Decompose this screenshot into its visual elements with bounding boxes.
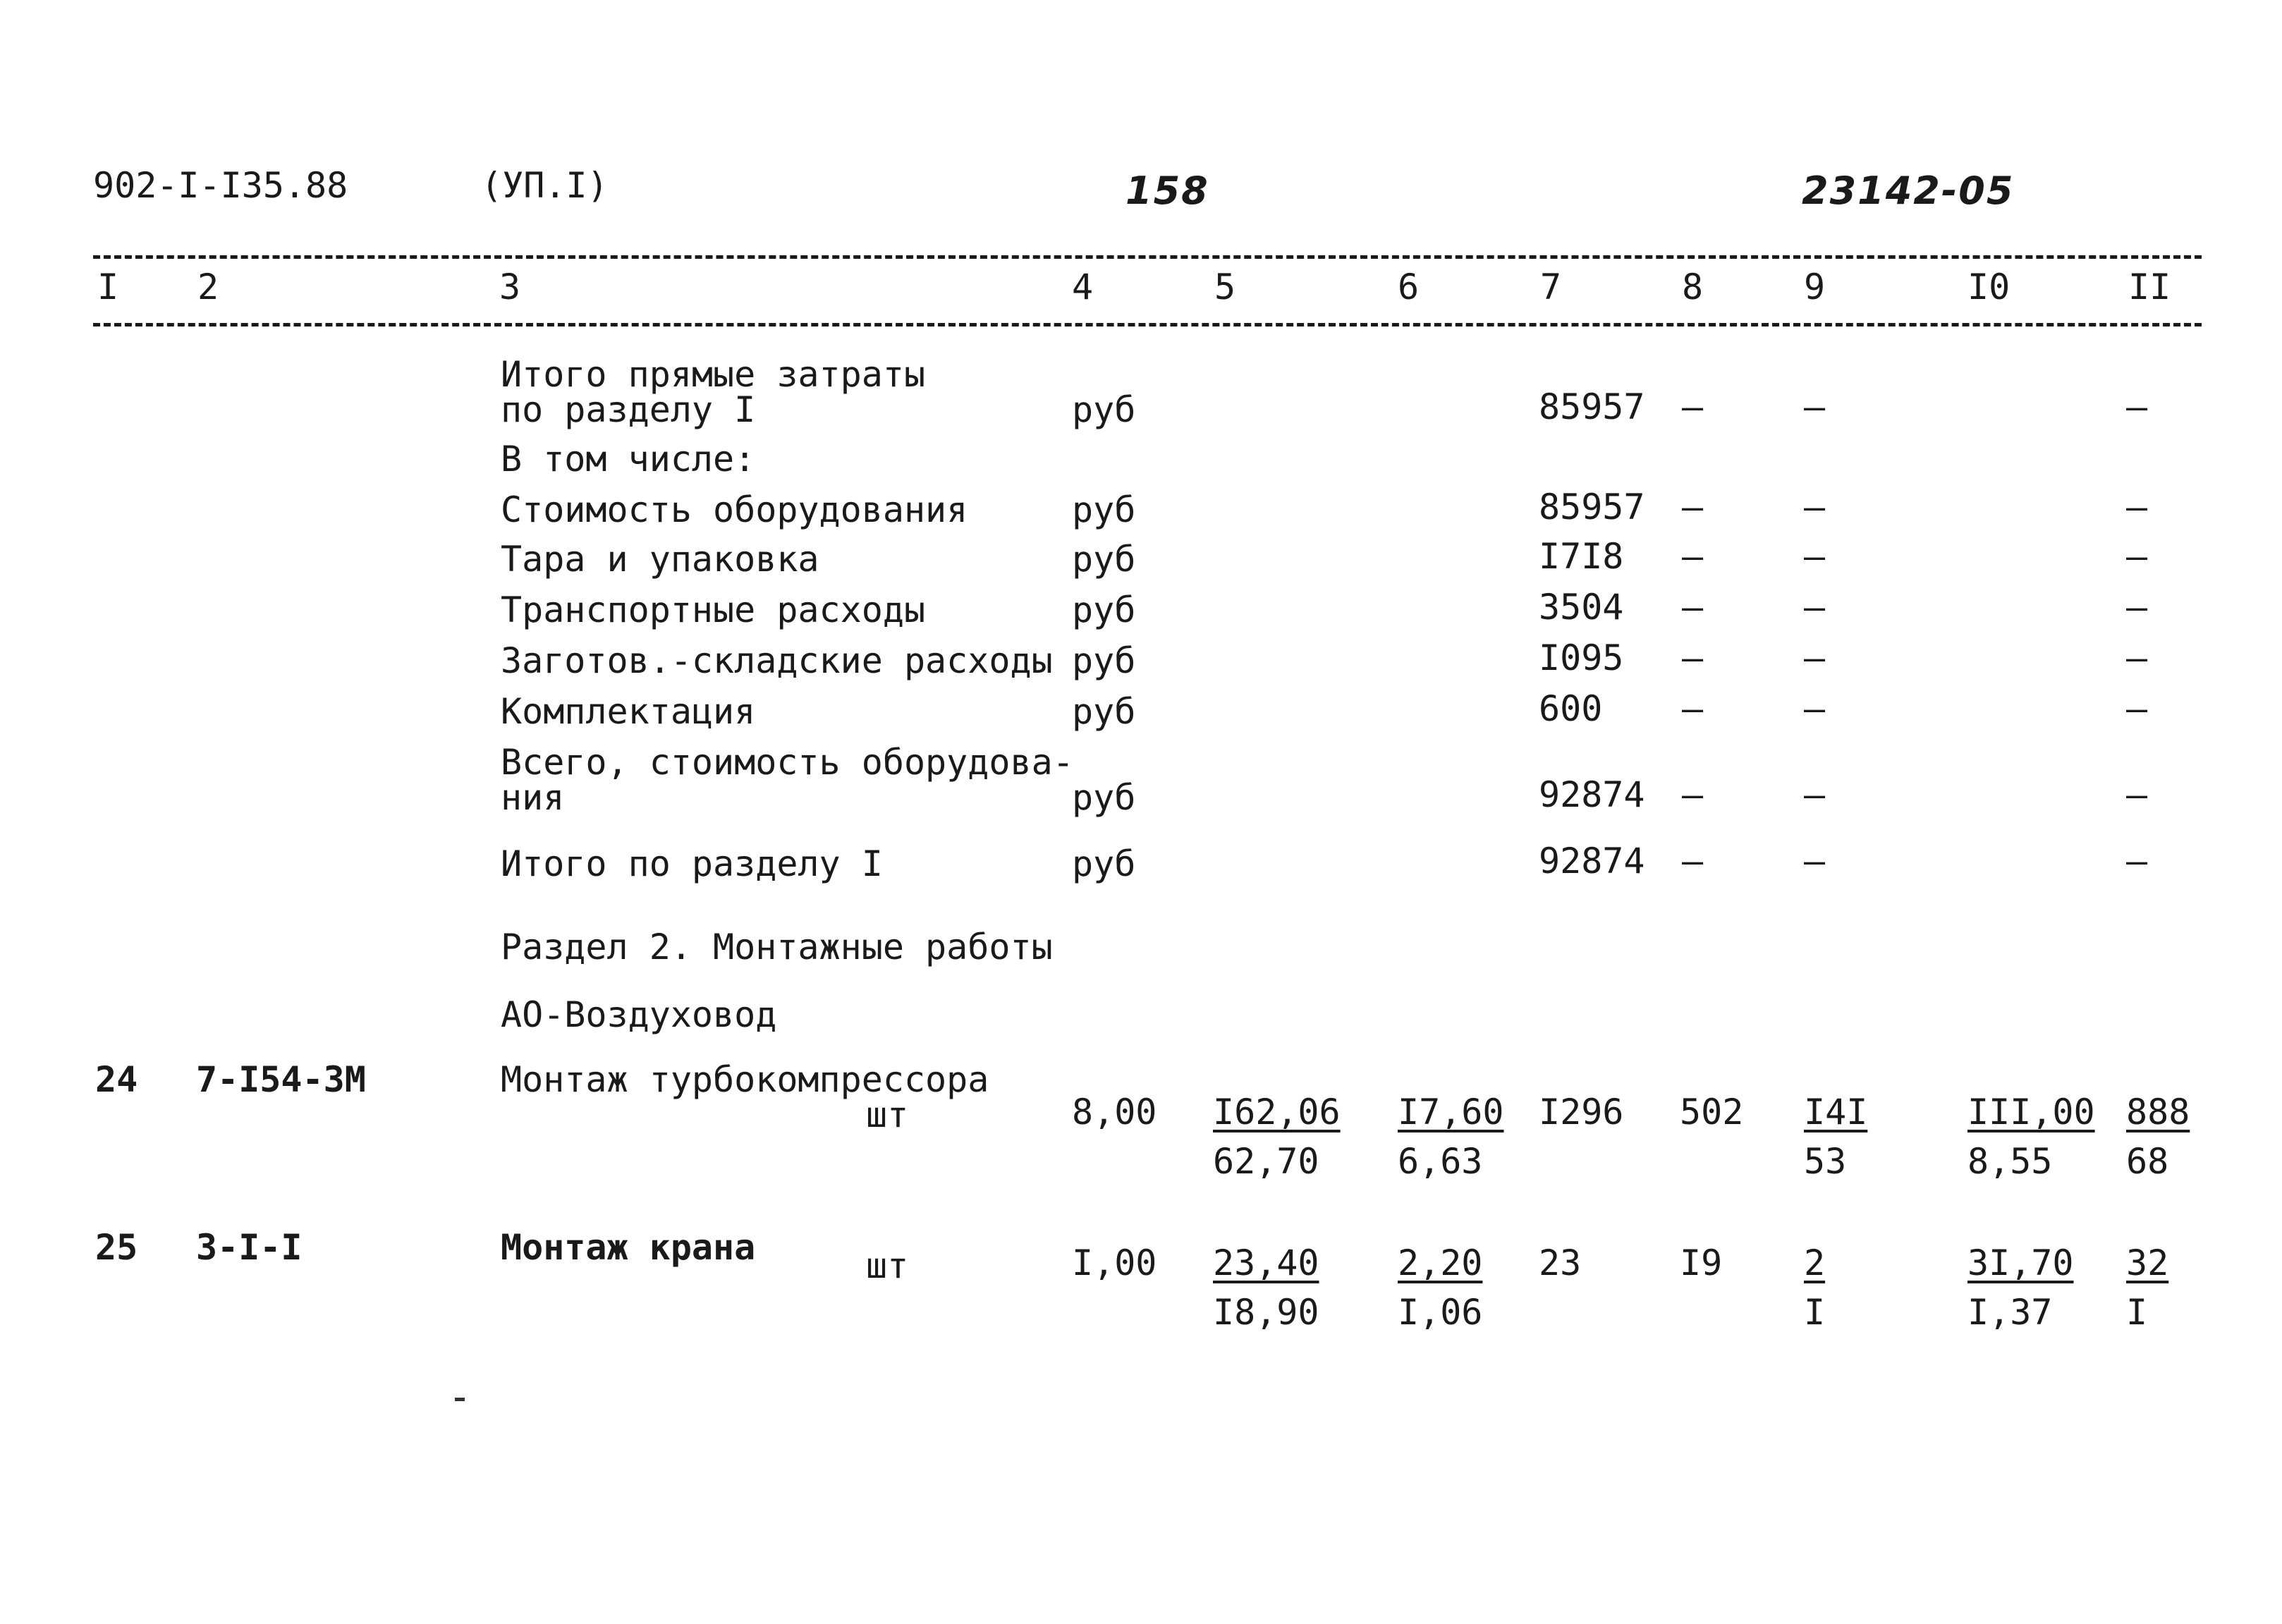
item-col8: 502 — [1680, 1092, 1744, 1132]
item-col5-bottom: 62,70 — [1213, 1141, 1319, 1182]
direct-costs-label: Итого прямые затраты — [501, 354, 926, 395]
item-unit: шт — [866, 1094, 909, 1135]
summary-row-unit: руб — [1072, 640, 1136, 681]
equipment-total-col8: – — [1682, 774, 1704, 815]
summary-row-col9: – — [1804, 637, 1826, 678]
summary-row-name: Заготов.-складские расходы — [501, 640, 1053, 681]
summary-row-col11: – — [2126, 587, 2148, 628]
item-col11-top: 32 — [2126, 1243, 2169, 1283]
equipment-total-col9: – — [1804, 774, 1826, 815]
summary-row-total: 3504 — [1539, 587, 1624, 628]
summary-row-col9: – — [1804, 536, 1826, 577]
direct-costs-col11: – — [2126, 386, 2148, 427]
summary-row-col11: – — [2126, 637, 2148, 678]
item-col10-bottom: 8,55 — [1967, 1141, 2053, 1182]
item-code: 7-I54-3М — [196, 1059, 366, 1100]
item-col5-top: 23,40 — [1213, 1243, 1319, 1283]
column-header-6: 6 — [1398, 267, 1420, 307]
item-name: Монтаж крана — [501, 1227, 756, 1268]
item-col7: 23 — [1539, 1243, 1582, 1283]
summary-row-unit: руб — [1072, 691, 1136, 732]
item-col10-top: 3I,70 — [1967, 1243, 2074, 1283]
section2-title: Раздел 2. Монтажные работы — [501, 927, 1053, 967]
summary-row-unit: руб — [1072, 539, 1136, 580]
inventory-number: 23142-05 — [1802, 169, 2015, 213]
column-header-5: 5 — [1214, 267, 1236, 307]
section-total-unit: руб — [1072, 843, 1136, 884]
equipment-total-unit: руб — [1072, 777, 1136, 818]
item-col6-bottom: I,06 — [1398, 1292, 1483, 1333]
item-col11-bottom: I — [2126, 1292, 2148, 1333]
item-col11-top: 888 — [2126, 1092, 2190, 1132]
direct-costs-unit: руб — [1072, 389, 1136, 430]
stray-mark — [455, 1398, 465, 1401]
summary-row-name: Транспортные расходы — [501, 590, 926, 630]
summary-row-name: Стоимость оборудования — [501, 489, 968, 530]
summary-row-total: I7I8 — [1539, 536, 1624, 577]
summary-row-total: 600 — [1539, 688, 1603, 729]
summary-row-col11: – — [2126, 487, 2148, 527]
item-col9-bottom: I — [1804, 1292, 1826, 1333]
summary-row-col9: – — [1804, 688, 1826, 729]
item-name: Монтаж турбокомпрессора — [501, 1059, 989, 1100]
item-col9-top: I4I — [1804, 1092, 1868, 1132]
summary-row-col8: – — [1682, 487, 1704, 527]
document-code: 902-I-I35.88 — [93, 165, 348, 206]
including-label: В том числе: — [501, 439, 756, 480]
direct-costs-total: 85957 — [1539, 386, 1645, 427]
item-code: 3-I-I — [196, 1227, 303, 1268]
section-total-col9: – — [1804, 841, 1826, 881]
direct-costs-col9: – — [1804, 386, 1826, 427]
item-unit: шт — [866, 1245, 909, 1286]
section2-subtitle: АО-Воздуховод — [501, 994, 777, 1035]
summary-row-col11: – — [2126, 688, 2148, 729]
summary-row-col9: – — [1804, 587, 1826, 628]
column-header-7: 7 — [1540, 267, 1562, 307]
item-col5-bottom: I8,90 — [1213, 1292, 1319, 1333]
section-total-label: Итого по разделу I — [501, 843, 883, 884]
item-quantity: I,00 — [1072, 1243, 1157, 1283]
column-header-9: 9 — [1804, 267, 1826, 307]
summary-row-name: Комплектация — [501, 691, 756, 732]
item-col9-bottom: 53 — [1804, 1141, 1847, 1182]
column-header-11: II — [2128, 267, 2171, 307]
summary-row-col8: – — [1682, 536, 1704, 577]
equipment-total-col11: – — [2126, 774, 2148, 815]
summary-row-col8: – — [1682, 688, 1704, 729]
column-header-10: I0 — [1967, 267, 2011, 307]
item-number: 25 — [95, 1227, 138, 1268]
direct-costs-col8: – — [1682, 386, 1704, 427]
header-top-rule — [93, 255, 2202, 259]
equipment-total-label-line2: ния — [501, 777, 565, 818]
summary-row-col8: – — [1682, 637, 1704, 678]
section-total-value: 92874 — [1539, 841, 1645, 881]
section-total-col11: – — [2126, 841, 2148, 881]
column-header-4: 4 — [1072, 267, 1094, 307]
item-col10-top: III,00 — [1967, 1092, 2095, 1132]
item-col9-top: 2 — [1804, 1243, 1826, 1283]
item-col11-bottom: 68 — [2126, 1141, 2169, 1182]
column-header-8: 8 — [1682, 267, 1704, 307]
section-total-col8: – — [1682, 841, 1704, 881]
equipment-total-value: 92874 — [1539, 774, 1645, 815]
summary-row-col11: – — [2126, 536, 2148, 577]
summary-row-col9: – — [1804, 487, 1826, 527]
item-col7: I296 — [1539, 1092, 1624, 1132]
summary-row-total: 85957 — [1539, 487, 1645, 527]
item-col8: I9 — [1680, 1243, 1723, 1283]
item-col10-bottom: I,37 — [1967, 1292, 2053, 1333]
summary-row-total: I095 — [1539, 637, 1624, 678]
summary-row-col8: – — [1682, 587, 1704, 628]
header-bottom-rule — [93, 323, 2202, 326]
column-header-3: 3 — [499, 267, 521, 307]
direct-costs-label-line2: по разделу I — [501, 389, 756, 430]
summary-row-name: Тара и упаковка — [501, 539, 819, 580]
item-col6-top: I7,60 — [1398, 1092, 1504, 1132]
summary-row-unit: руб — [1072, 489, 1136, 530]
item-quantity: 8,00 — [1072, 1092, 1157, 1132]
item-col5-top: I62,06 — [1213, 1092, 1341, 1132]
page-number: 158 — [1125, 169, 1209, 213]
summary-row-unit: руб — [1072, 590, 1136, 630]
volume-label: (УП.I) — [481, 165, 609, 206]
column-header-1: I — [97, 267, 119, 307]
column-header-2: 2 — [197, 267, 219, 307]
equipment-total-label: Всего, стоимость оборудова- — [501, 742, 1074, 783]
item-col6-top: 2,20 — [1398, 1243, 1483, 1283]
item-col6-bottom: 6,63 — [1398, 1141, 1483, 1182]
item-number: 24 — [95, 1059, 138, 1100]
